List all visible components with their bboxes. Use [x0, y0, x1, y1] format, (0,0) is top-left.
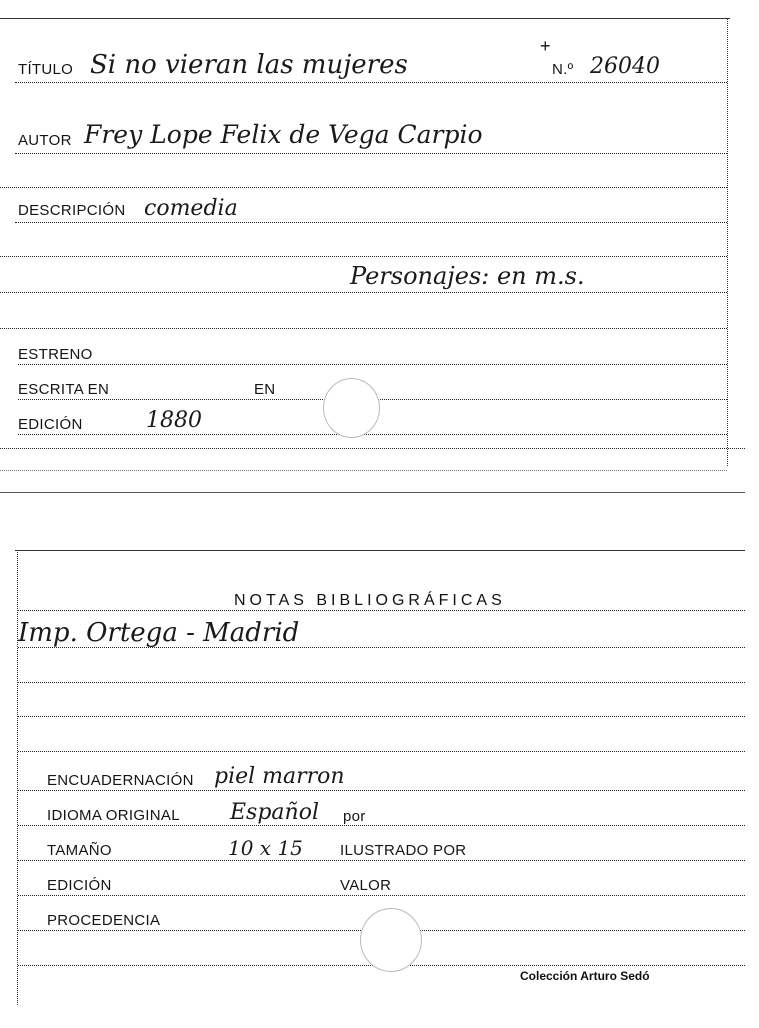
titulo-label: TÍTULO — [18, 61, 74, 78]
coleccion-credit: Colección Arturo Sedó — [520, 969, 650, 983]
rule-blank-1 — [0, 187, 727, 188]
bottom-rule-2 — [0, 470, 727, 471]
personajes-note: Personajes: en m.s. — [350, 262, 585, 290]
titulo-value: Si no vieran las mujeres — [90, 50, 408, 80]
rule-blank-2 — [0, 256, 727, 257]
edicion-rule — [18, 434, 727, 435]
idioma-label: IDIOMA ORIGINAL — [47, 807, 180, 824]
por-label: por — [343, 808, 366, 825]
titulo-rule — [15, 82, 727, 83]
note-line1: Imp. Ortega - Madrid — [18, 618, 300, 648]
tamano-label: TAMAÑO — [47, 842, 112, 859]
edicion-label: EDICIÓN — [18, 416, 83, 433]
note-rule-2 — [18, 682, 745, 683]
descripcion-value: comedia — [144, 196, 238, 221]
autor-label: AUTOR — [18, 132, 72, 149]
bottom-rule-1 — [0, 448, 745, 449]
card-bottom-edge — [0, 492, 745, 493]
encuadernacion-value: piel marron — [214, 764, 345, 789]
descripcion-rule — [15, 222, 727, 223]
rule-blank-4 — [0, 328, 727, 329]
valor-label: VALOR — [340, 877, 392, 894]
autor-rule — [15, 153, 727, 154]
escrita-label: ESCRITA EN — [18, 381, 110, 398]
encuadernacion-label: ENCUADERNACIÓN — [47, 772, 194, 789]
note-rule-3 — [18, 716, 745, 717]
library-stamp-2 — [360, 908, 422, 972]
card-right-edge — [727, 18, 728, 466]
descripcion-label: DESCRIPCIÓN — [18, 202, 126, 219]
numero-value: 26040 — [590, 54, 660, 79]
idioma-rule — [18, 825, 745, 826]
note-rule-4 — [18, 751, 745, 752]
encuadernacion-rule — [18, 790, 745, 791]
card-top-edge — [0, 18, 730, 19]
heading-rule — [18, 610, 745, 611]
cross-mark-icon: + — [540, 36, 551, 56]
library-stamp — [323, 378, 380, 438]
tamano-rule — [18, 860, 745, 861]
rule-blank-3 — [0, 292, 727, 293]
en-label: EN — [254, 381, 276, 398]
numero-label: N.º — [552, 61, 574, 78]
card2-top-edge — [15, 550, 745, 551]
edicion2-rule — [18, 895, 745, 896]
procedencia-label: PROCEDENCIA — [47, 912, 161, 929]
edicion2-label: EDICIÓN — [47, 877, 112, 894]
note-rule-1 — [18, 647, 745, 648]
ilustrado-label: ILUSTRADO POR — [340, 842, 467, 859]
estreno-rule — [18, 364, 727, 365]
notas-heading: NOTAS BIBLIOGRÁFICAS — [234, 592, 506, 609]
edicion-value: 1880 — [146, 408, 202, 433]
autor-value: Frey Lope Felix de Vega Carpio — [84, 120, 483, 149]
idioma-value: Español — [230, 800, 319, 825]
estreno-label: ESTRENO — [18, 346, 93, 363]
tamano-value: 10 x 15 — [228, 836, 303, 860]
